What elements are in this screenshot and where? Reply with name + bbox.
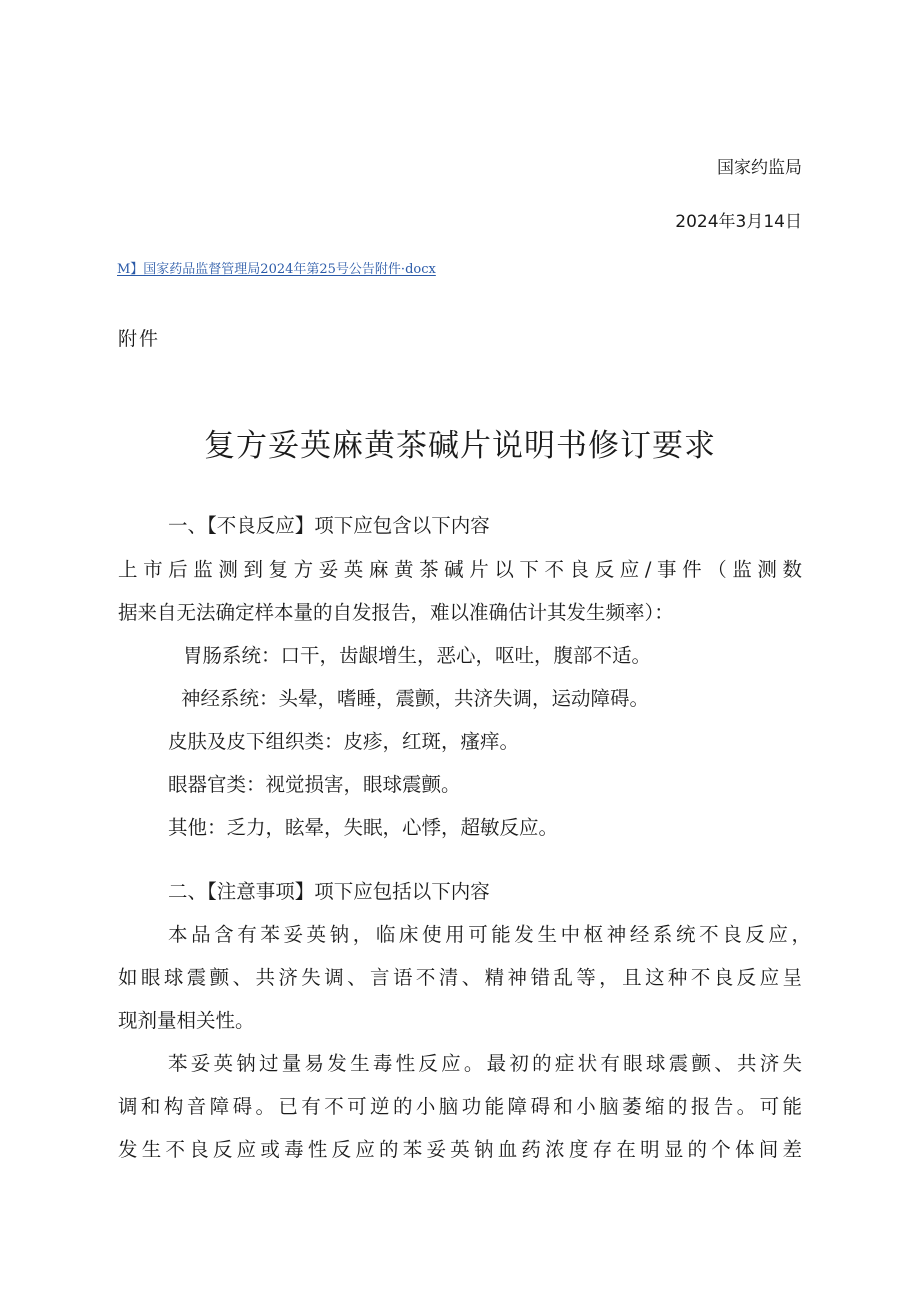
issuer-signature: 国家约监局: [717, 158, 802, 178]
issue-date: 2024年3月14日: [675, 212, 802, 232]
adverse-reaction-item: 眼器官类：视觉损害，眼球震颤。: [168, 773, 461, 796]
section2-para1-line1: 本品含有苯妥英钠，临床使用可能发生中枢神经系统不良反应，: [168, 923, 811, 946]
section1-intro-line1: 上市后监测到复方妥英麻黄茶碱片以下不良反应/事件（监测数: [118, 558, 802, 581]
section2-para2-line3: 发生不良反应或毒性反应的苯妥英钠血药浓度存在明显的个体间差: [118, 1138, 802, 1161]
section2-para2-line1: 苯妥英钠过量易发生毒性反应。最初的症状有眼球震颤、共济失: [168, 1052, 802, 1075]
attachment-label: 附件: [118, 328, 161, 350]
document-title: 复方妥英麻黄茶碱片说明书修订要求: [204, 428, 716, 464]
section2-para2-line2: 调和构音障碍。已有不可逆的小脑功能障碍和小脑萎缩的报告。可能: [118, 1095, 802, 1118]
section2-para1-line3: 现剂量相关性。: [118, 1009, 255, 1032]
adverse-reaction-item: 胃肠系统：口干，齿龈增生，恶心，呕吐，腹部不适。: [183, 644, 652, 667]
section2-heading: 二、【注意事项】项下应包括以下内容: [168, 880, 490, 903]
adverse-reaction-item: 皮肤及皮下组织类：皮疹，红斑，瘙痒。: [168, 730, 520, 753]
section1-heading: 一、【不良反应】项下应包含以下内容: [168, 514, 490, 537]
attachment-file-link[interactable]: M】国家药品监督管理局2024年第25号公告附件·docx: [117, 262, 436, 277]
adverse-reaction-item: 其他：乏力，眩晕，失眠，心悸，超敏反应。: [168, 816, 559, 839]
section1-intro-line2: 据来自无法确定样本量的自发报告，难以准确估计其发生频率）：: [118, 601, 674, 624]
section2-para1-line2: 如眼球震颤、共济失调、言语不清、精神错乱等，且这种不良反应呈: [118, 966, 802, 989]
adverse-reaction-item: 神经系统：头晕，嗜睡，震颤，共济失调，运动障碍。: [181, 687, 650, 710]
